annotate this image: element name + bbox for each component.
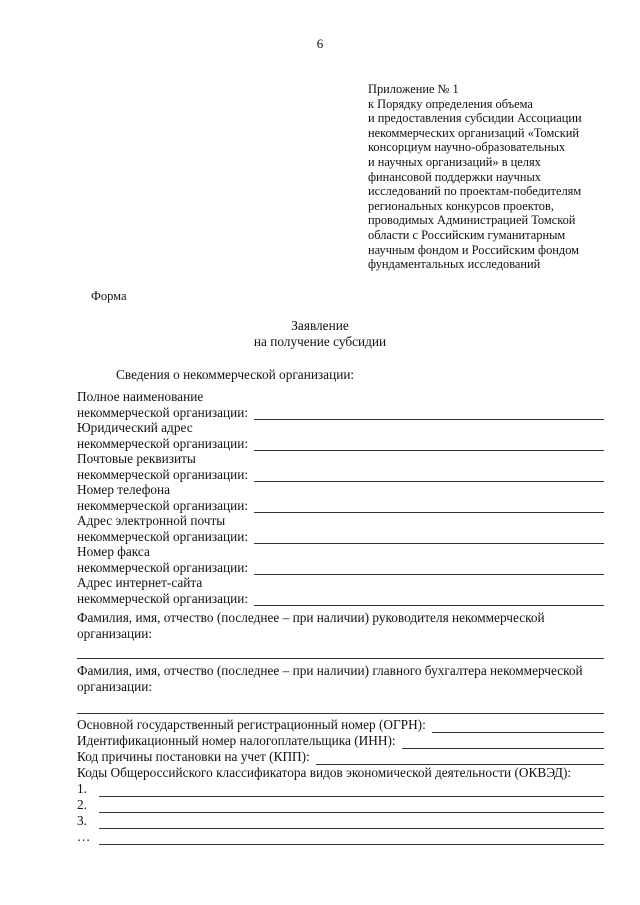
appendix-line: и научных организаций» в целях [368,154,541,169]
appendix-line: исследований по проектам-победителям [368,184,582,199]
field-row-phone [77,498,604,514]
field-label: некоммерческой организации: [77,497,249,513]
field-row-website [77,591,604,607]
website-input-line[interactable] [254,593,604,606]
appendix-line: Приложение № 1 [368,82,459,96]
field-label: Номер телефона [77,482,170,497]
field-label: Юридический адрес [77,420,193,435]
okved-label: Коды Общероссийского классификатора видов экономической деятельности (ОКВЭД): [77,765,572,780]
document-title [0,318,640,349]
okved-row [77,781,604,797]
page-number: 6 [316,36,324,51]
okved-row [77,797,604,813]
okved-input-line-1[interactable] [99,784,604,797]
okved-row [77,829,604,845]
okved-input-line-2[interactable] [99,800,604,813]
field-row-kpp [77,749,604,765]
field-label: некоммерческой организации: [77,404,249,420]
field-row-postal-details [77,467,604,483]
okved-item-number: … [77,829,91,844]
appendix-line: проводимых Администрацией Томской [368,213,576,228]
head-fio-label: Фамилия, имя, отчество (последнее – при наличии) руководителя некоммерческой [77,610,545,625]
kpp-label: Код причины постановки на учет (КПП): [77,749,310,764]
appendix-line: консорциум научно-образовательных [368,140,566,155]
inn-input-line[interactable] [402,736,604,749]
okved-input-line-3[interactable] [99,816,604,829]
head-fio-label-cont: организации: [77,626,153,641]
field-label: Адрес электронной почты [77,513,226,528]
appendix-line: региональных конкурсов проектов, [368,198,554,213]
field-label: Полное наименование [77,389,204,404]
field-label: некоммерческой организации: [77,466,249,482]
field-row-email [77,529,604,545]
field-label: некоммерческой организации: [77,559,249,575]
title-line-2: на получение субсидии [253,333,387,349]
legal-address-input-line[interactable] [254,438,604,451]
field-label: некоммерческой организации: [77,528,249,544]
appendix-block [368,82,630,272]
field-row-ogrn [77,717,604,733]
okved-item-number: 3. [77,813,87,828]
appendix-line: и предоставления субсидии Ассоциации [368,111,582,126]
phone-input-line[interactable] [254,500,604,513]
accountant-fio-input-line[interactable] [77,701,604,714]
field-row-fax [77,560,604,576]
field-label: Номер факса [77,544,150,559]
section-heading: Сведения о некоммерческой организации: [116,367,355,382]
accountant-fio-label-cont: организации: [77,679,153,694]
appendix-line: фундаментальных исследований [368,257,541,272]
okved-row [77,813,604,829]
appendix-line: области с Российским гуманитарным [368,227,566,242]
ogrn-input-line[interactable] [432,720,604,733]
title-line-1: Заявление [291,318,349,333]
form-fields [77,389,604,845]
head-fio-input-line[interactable] [77,646,604,659]
full-name-input-line[interactable] [254,407,604,420]
field-row-full-name [77,405,604,421]
okved-item-number: 2. [77,797,87,812]
appendix-line: научным фондом и Российским фондом [368,242,580,257]
field-label: некоммерческой организации: [77,435,249,451]
inn-label: Идентификационный номер налогоплательщика (ИНН): [77,733,396,748]
form-label: Форма [91,289,127,303]
appendix-line: финансовой поддержки научных [368,169,541,184]
ogrn-label: Основной государственный регистрационный номер (ОГРН): [77,717,426,732]
email-input-line[interactable] [254,531,604,544]
field-row-inn [77,733,604,749]
field-label: некоммерческой организации: [77,590,249,606]
okved-item-number: 1. [77,781,87,796]
appendix-line: некоммерческих организаций «Томский [368,125,580,140]
field-label: Адрес интернет-сайта [77,575,203,590]
appendix-line: к Порядку определения объема [368,96,533,111]
okved-input-line-more[interactable] [99,832,604,845]
fax-input-line[interactable] [254,562,604,575]
field-row-legal-address [77,436,604,452]
accountant-fio-label: Фамилия, имя, отчество (последнее – при наличии) главного бухгалтера некоммерческой [77,663,583,678]
postal-details-input-line[interactable] [254,469,604,482]
field-label: Почтовые реквизиты [77,451,196,466]
kpp-input-line[interactable] [316,752,604,765]
